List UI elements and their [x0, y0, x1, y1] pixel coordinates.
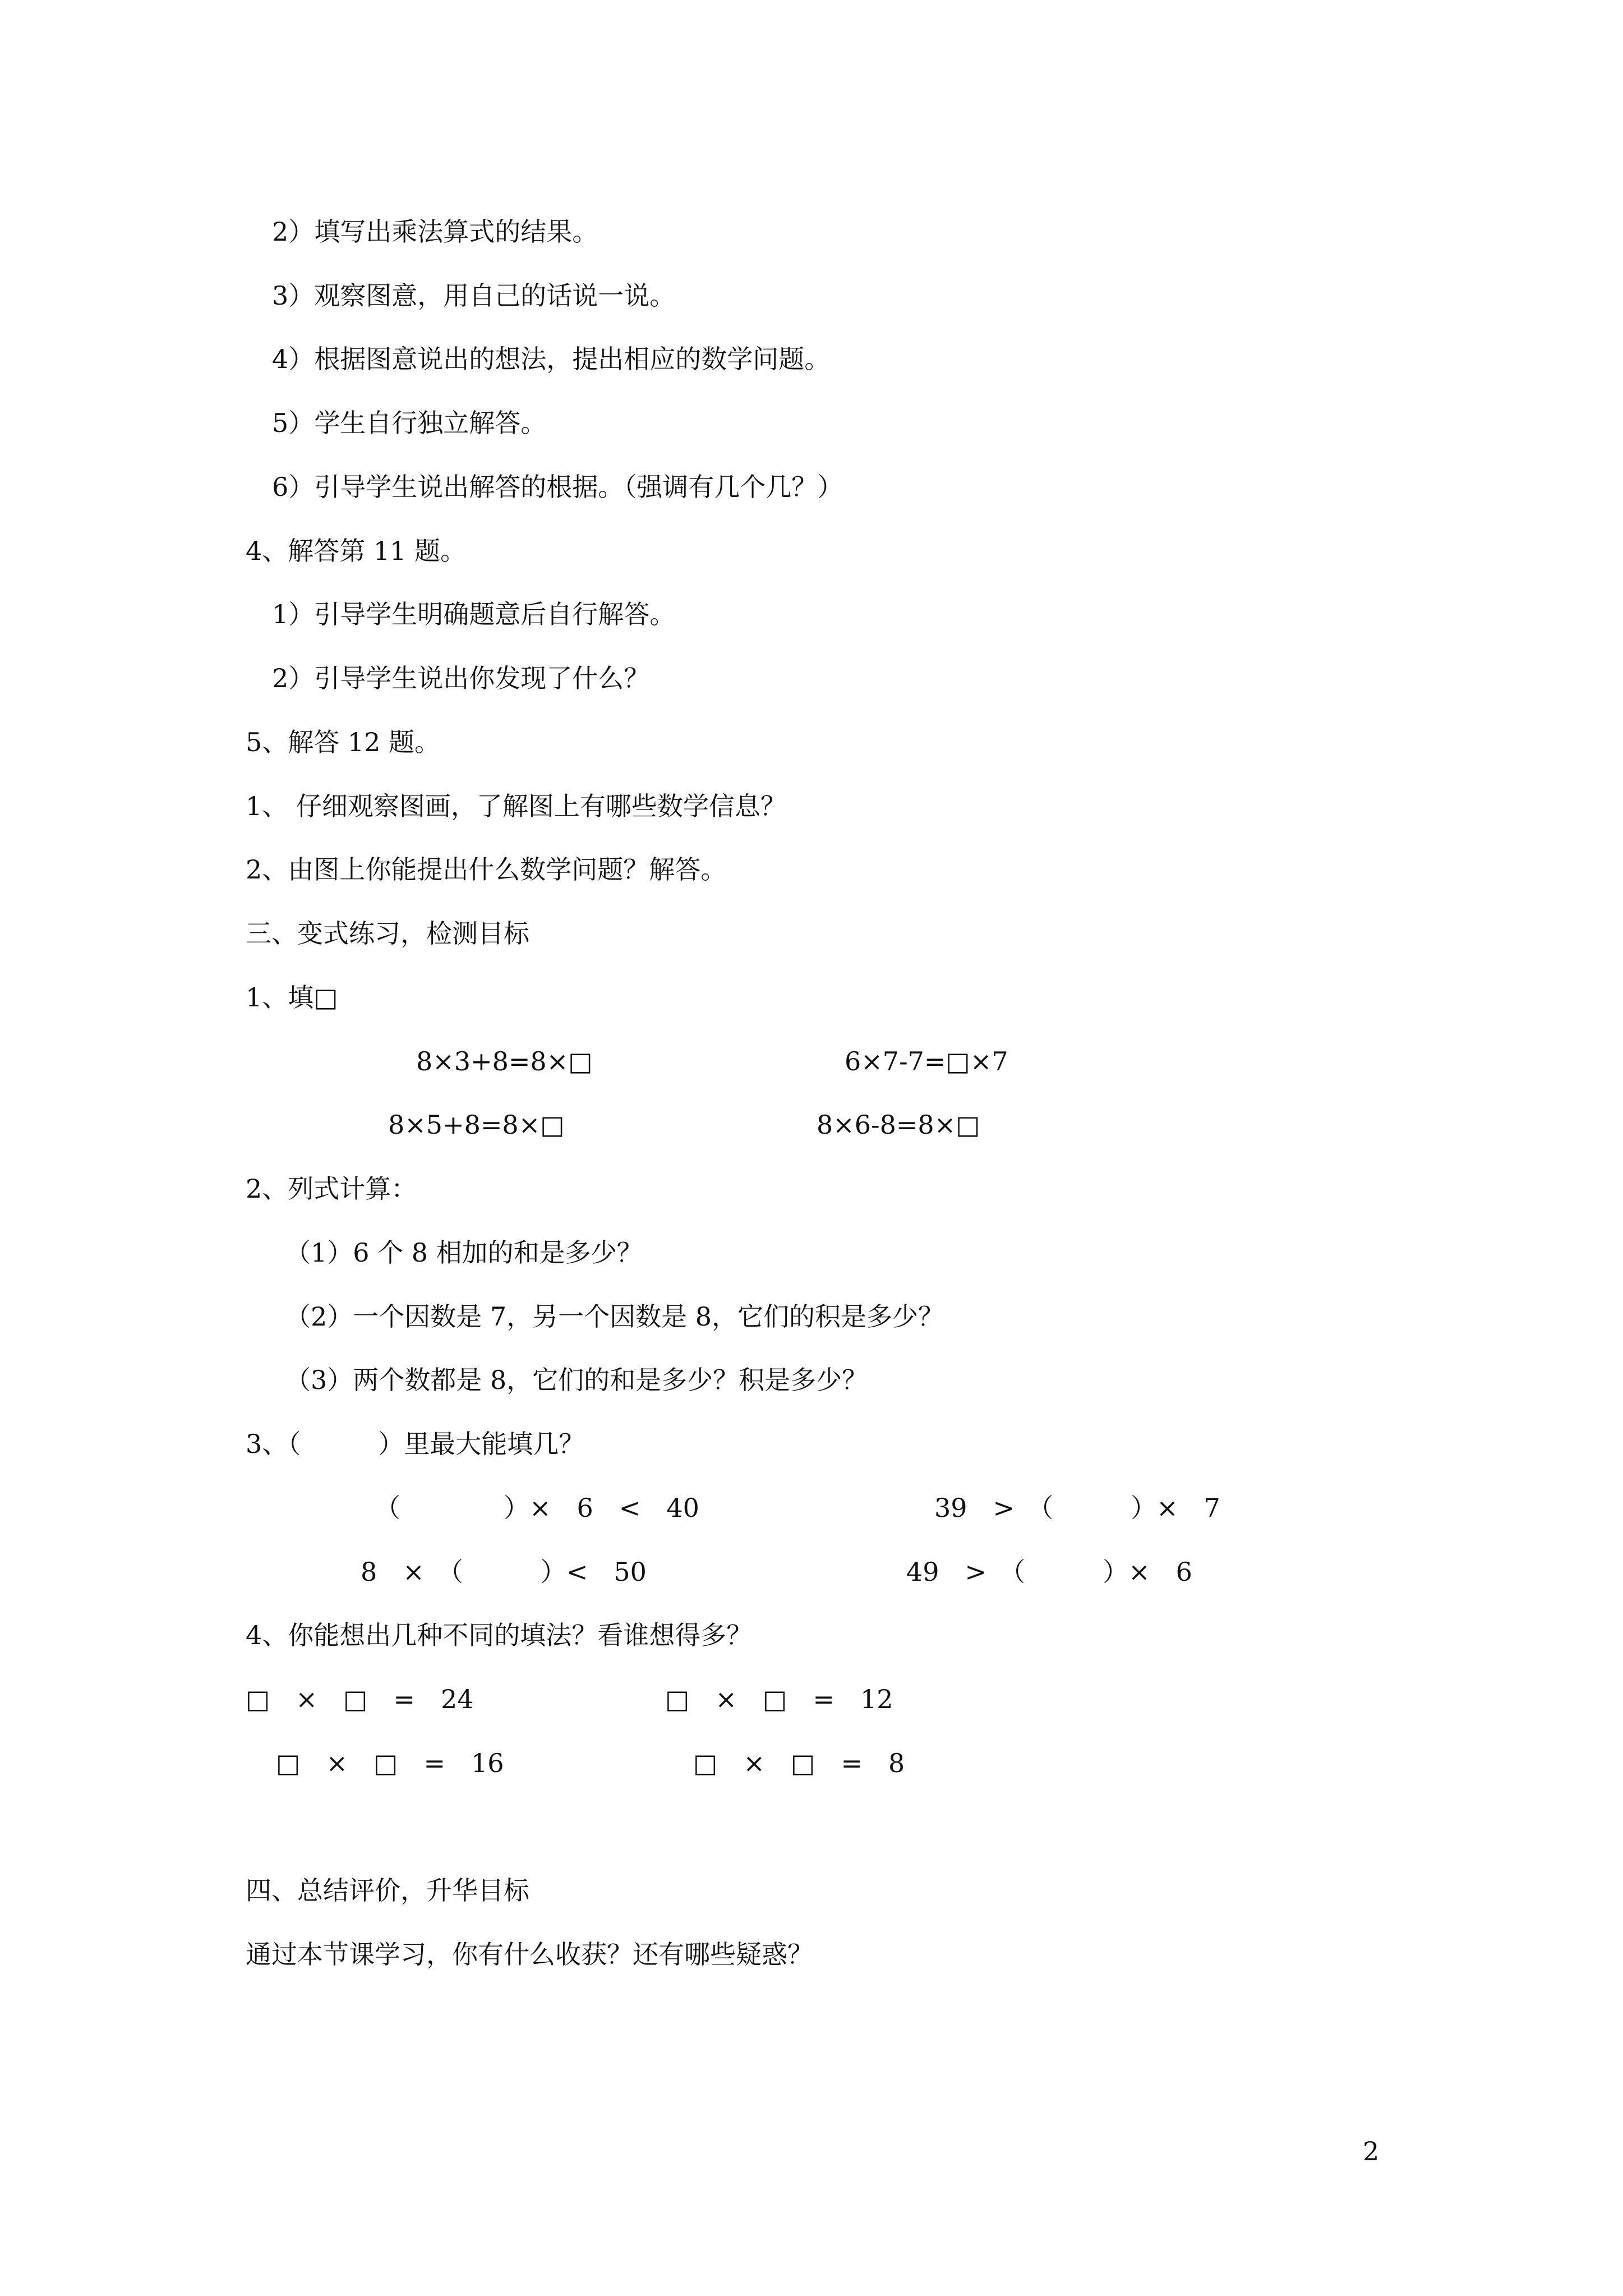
fill-box-equation: 8×6-8=8×□	[817, 1110, 980, 1140]
fill-box-equation: 8×3+8=8×□	[416, 1046, 593, 1076]
exercise-1-title: 1、填□	[246, 982, 338, 1013]
section-item-4: 4、解答第 11 题。	[246, 536, 467, 566]
page-number: 2	[1363, 2136, 1380, 2166]
max-fill-inequality: 39 > （ ）× 7	[934, 1493, 1220, 1523]
step-2: 2）填写出乘法算式的结果。	[272, 217, 598, 247]
section-heading-3: 三、变式练习，检测目标	[246, 918, 529, 949]
max-fill-inequality: （ ）× 6 < 40	[375, 1493, 699, 1523]
step-5: 5）学生自行独立解答。	[272, 408, 547, 438]
step-4: 4）根据图意说出的想法，提出相应的数学问题。	[272, 344, 831, 374]
summary-question: 通过本节课学习，你有什么收获？还有哪些疑惑？	[246, 1939, 813, 1970]
section-item-5: 5、解答 12 题。	[246, 727, 441, 757]
q12-item-2: 2、由图上你能提出什么数学问题？解答。	[246, 854, 727, 885]
product-equation: □ × □ = 12	[665, 1684, 893, 1714]
exercise-2-q2: （2）一个因数是 7，另一个因数是 8，它们的积是多少？	[285, 1301, 944, 1332]
section-heading-4: 四、总结评价，升华目标	[246, 1875, 529, 1906]
exercise-3-title: 3、（ ）里最大能填几？	[246, 1429, 585, 1459]
product-equation: □ × □ = 24	[246, 1684, 474, 1714]
product-equation: □ × □ = 16	[276, 1748, 504, 1778]
max-fill-inequality: 49 > （ ）× 6	[906, 1557, 1192, 1587]
max-fill-inequality: 8 × （ ）< 50	[361, 1557, 647, 1587]
exercise-2-q1: （1）6 个 8 相加的和是多少？	[285, 1237, 643, 1268]
exercise-2-q3: （3）两个数都是 8，它们的和是多少？积是多少？	[285, 1365, 868, 1395]
product-equation: □ × □ = 8	[693, 1748, 905, 1778]
step-1-q11: 1）引导学生明确题意后自行解答。	[272, 599, 676, 629]
step-6: 6）引导学生说出解答的根据。（强调有几个几？）	[272, 472, 843, 502]
exercise-2-title: 2、列式计算：	[246, 1174, 417, 1204]
exercise-4-title: 4、你能想出几种不同的填法？看谁想得多？	[246, 1620, 753, 1650]
fill-box-equation: 8×5+8=8×□	[388, 1110, 565, 1140]
q12-item-1: 1、 仔细观察图画，了解图上有哪些数学信息？	[246, 791, 786, 821]
step-3: 3）观察图意，用自己的话说一说。	[272, 280, 676, 311]
fill-box-equation: 6×7-7=□×7	[845, 1046, 1008, 1076]
step-2-q11: 2）引导学生说出你发现了什么？	[272, 663, 650, 693]
